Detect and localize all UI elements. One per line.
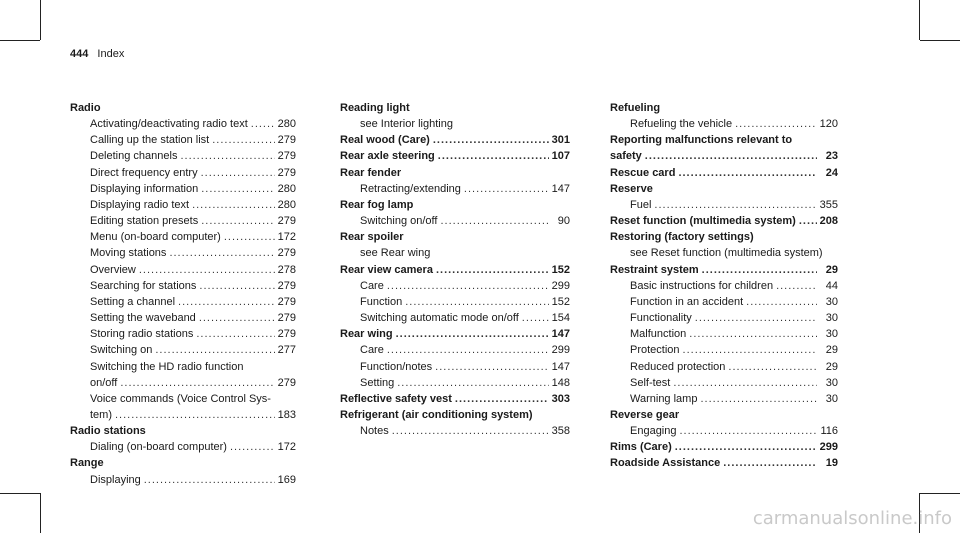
page-number: 444 [70,48,89,60]
leader-dots [199,310,275,326]
subentry-row [610,342,838,358]
leader-dots [746,294,817,310]
entry-text: Rescue card [610,166,676,179]
page-ref: 30 [825,312,838,325]
entry-text: Moving stations [90,247,167,260]
page-ref: 279 [277,215,296,228]
leader-dots [728,359,817,375]
entry-text: Warning lamp [630,392,698,405]
leader-dots [680,423,818,439]
subentry-text: see Interior lighting [360,118,453,131]
page-ref: 279 [277,150,296,163]
index-entry [610,213,838,229]
entry-text: Function in an accident [630,295,744,308]
page-ref: 152 [551,263,570,276]
crop-mark [0,493,40,494]
subentry-row [610,375,838,391]
entry-text: Engaging [630,425,677,438]
leader-dots [455,391,549,407]
subentry-row [70,229,296,245]
entry-title: Range [70,457,104,470]
entry-title: Rear fog lamp [340,198,414,211]
page-ref: 29 [825,263,838,276]
leader-dots [433,132,549,148]
leader-dots [645,148,817,164]
entry-title: Reporting malfunctions relevant to [610,134,793,147]
subentry-row [70,132,296,148]
entry-text: Setting the waveband [90,312,196,325]
entry-text: safety [610,150,642,163]
subentry-row [70,342,296,358]
entry-text: Rear wing [340,328,393,341]
index-entry [340,100,570,132]
leader-dots [522,310,549,326]
page-ref: 116 [820,425,838,438]
leader-dots [654,197,816,213]
crop-mark [40,493,41,533]
subentry-row [610,294,838,310]
leader-dots [169,245,274,261]
page-ref: 303 [551,392,570,405]
entry-text: Displaying radio text [90,198,190,211]
subentry-row [340,181,570,197]
leader-dots [700,391,817,407]
index-column-1 [70,100,296,488]
subentry-row [610,359,838,375]
entry-title: Rear spoiler [340,231,404,244]
page-ref: 299 [551,279,570,292]
entry-text: Switching automatic mode on/off [360,312,519,325]
entry-title: Reserve [610,182,653,195]
leader-dots [799,213,817,229]
index-entry [340,407,570,439]
leader-dots [396,326,549,342]
section-title: Index [97,48,125,60]
subentry-row [70,407,296,423]
entry-text: on/off [90,376,118,389]
leader-dots [387,278,549,294]
page-ref: 279 [277,376,296,389]
page-ref: 280 [277,198,296,211]
index-entry [610,181,838,213]
page-ref: 30 [825,392,838,405]
index-entry [340,165,570,197]
entry-title-row [610,455,838,471]
subentry-row [610,310,838,326]
entry-text: tem) [90,408,112,421]
entry-title-row [610,262,838,278]
leader-dots [689,326,817,342]
page-ref: 279 [277,134,296,147]
entry-text: Calling up the station list [90,134,210,147]
leader-dots [196,326,274,342]
index-entry [340,197,570,229]
subentry-row [70,148,296,164]
leader-dots [201,213,274,229]
page-ref: 154 [551,312,570,325]
subentry-row [70,375,296,391]
index-entry [340,148,570,164]
subentry-row [70,326,296,342]
index-entry [610,262,838,407]
entry-title: Refrigerant (air conditioning system) [340,408,533,421]
index-entry [340,326,570,391]
index-entry [340,132,570,148]
subentry-row [70,165,296,181]
leader-dots [735,116,817,132]
leader-dots [435,359,548,375]
entry-text: Displaying [90,473,141,486]
entry-text: Basic instructions for children [630,279,774,292]
page-ref: 280 [277,118,296,131]
subentry-text: see Reset function (multimedia system) [630,247,823,260]
entry-text: Notes [360,425,389,438]
subentry-row [70,197,296,213]
page-ref: 358 [551,425,570,438]
leader-dots [392,423,549,439]
entry-title: Rear fender [340,166,402,179]
index-column-2 [340,100,570,439]
leader-dots [464,181,549,197]
entry-text: Editing station presets [90,215,199,228]
entry-title: Restoring (factory settings) [610,231,754,244]
page-ref: 24 [825,166,838,179]
index-entry [70,455,296,487]
leader-dots [199,278,274,294]
entry-text: Activating/deactivating radio text [90,118,248,131]
subentry-row [340,423,570,439]
entry-text: Rims (Care) [610,441,672,454]
page-ref: 44 [825,279,838,292]
page-ref: 279 [277,312,296,325]
subentry-text: Switching the HD radio function [90,360,244,373]
entry-text: Functionality [630,312,692,325]
leader-dots [723,455,817,471]
entry-text: Direct frequency entry [90,166,198,179]
entry-title-row [340,262,570,278]
leader-dots [675,439,817,455]
index-entry [340,229,570,261]
leader-dots [155,342,274,358]
leader-dots [224,229,275,245]
leader-dots [212,132,274,148]
leader-dots [673,375,817,391]
crop-mark [919,0,920,40]
crop-mark [920,40,960,41]
entry-text: Function [360,295,403,308]
page-ref: 148 [551,376,570,389]
entry-text: Rear view camera [340,263,433,276]
subentry-row [610,423,838,439]
entry-text: Self-test [630,376,671,389]
page-ref: 208 [819,215,838,228]
subentry-text: see Rear wing [360,247,431,260]
entry-text: Care [360,344,384,357]
entry-text: Rear axle steering [340,150,435,163]
subentry-row [70,472,296,488]
entry-text: Dialing (on-board computer) [90,441,227,454]
leader-dots [178,294,275,310]
entry-text: Switching on/off [360,215,438,228]
index-entry [340,391,570,407]
entry-title-row [610,165,838,181]
entry-title-row [340,326,570,342]
entry-text: Reflective safety vest [340,392,452,405]
page-ref: 30 [825,376,838,389]
leader-dots [695,310,817,326]
leader-dots [683,342,817,358]
leader-dots [201,165,275,181]
page-ref: 279 [277,166,296,179]
index-entry [70,100,296,423]
subentry-row [340,310,570,326]
index-entry [610,100,838,132]
entry-title-row [340,132,570,148]
index-entry [610,439,838,455]
subentry-row [70,294,296,310]
entry-title-row [340,148,570,164]
leader-dots [192,197,275,213]
page-ref: 30 [825,295,838,308]
page-ref: 19 [825,457,838,470]
entry-text: Setting [360,376,395,389]
crop-mark [40,0,41,40]
subentry-row [340,375,570,391]
leader-dots [230,439,275,455]
leader-dots [436,262,549,278]
leader-dots [678,165,817,181]
page-ref: 301 [551,134,570,147]
entry-title-row [610,213,838,229]
page-ref: 172 [277,441,296,454]
page-ref: 29 [825,360,838,373]
subentry-row [610,278,838,294]
entry-text: Protection [630,344,680,357]
subentry-row [70,116,296,132]
subentry-row [610,326,838,342]
leader-dots [776,278,817,294]
page-ref: 183 [277,408,296,421]
entry-title-row [610,439,838,455]
page-ref: 279 [277,279,296,292]
entry-text: Roadside Assistance [610,457,721,470]
entry-text: Setting a channel [90,295,176,308]
entry-title: Radio [70,102,101,114]
entry-text: Menu (on-board computer) [90,231,221,244]
subentry-row [70,245,296,261]
entry-text: Real wood (Care) [340,134,430,147]
leader-dots [201,181,274,197]
subentry-row [610,197,838,213]
page-ref: 172 [277,231,296,244]
subentry-row [70,439,296,455]
subentry-row [70,278,296,294]
index-entry [610,132,838,164]
index-entry [340,262,570,327]
leader-dots [120,375,274,391]
leader-dots [139,262,275,278]
entry-text: Retracting/extending [360,182,461,195]
entry-title: Reading light [340,102,410,114]
subentry-row [70,181,296,197]
entry-text: Fuel [630,198,652,211]
entry-text: Storing radio stations [90,328,194,341]
entry-title: Refueling [610,102,661,114]
entry-text: Reduced protection [630,360,726,373]
index-entry [610,455,838,471]
entry-text: Switching on [90,344,153,357]
page-ref: 30 [825,328,838,341]
entry-title-row [610,148,838,164]
entry-text: Function/notes [360,360,433,373]
entry-text: Reset function (multimedia system) [610,215,796,228]
subentry-row [340,359,570,375]
subentry-row [70,262,296,278]
subentry-row [340,278,570,294]
index-entry [70,423,296,455]
page-ref: 23 [825,150,838,163]
page-ref: 278 [277,263,296,276]
leader-dots [440,213,549,229]
watermark: carmanualsonline.info [752,508,952,529]
page-ref: 355 [819,198,838,211]
subentry-row [340,342,570,358]
leader-dots [702,262,817,278]
leader-dots [180,148,274,164]
subentry-row [340,213,570,229]
index-entry [610,165,838,181]
index-column-3 [610,100,838,472]
entry-text: Deleting channels [90,150,178,163]
leader-dots [115,407,275,423]
index-entry [610,229,838,261]
page-ref: 279 [277,247,296,260]
entry-title: Radio stations [70,425,146,438]
crop-mark [0,40,40,41]
entry-title-row [340,391,570,407]
page-ref: 107 [551,150,570,163]
subentry-row [70,310,296,326]
subentry-row [610,116,838,132]
subentry-row [340,294,570,310]
entry-title: Reverse gear [610,408,680,421]
page-ref: 299 [819,441,838,454]
page-ref: 169 [277,473,296,486]
leader-dots [387,342,549,358]
page-ref: 90 [557,215,570,228]
entry-text: Searching for stations [90,279,197,292]
page-ref: 29 [825,344,838,357]
page-ref: 279 [277,328,296,341]
leader-dots [251,116,275,132]
page-ref: 152 [551,295,570,308]
leader-dots [405,294,548,310]
crop-mark [920,493,960,494]
entry-text: Refueling the vehicle [630,118,733,131]
page-header [70,48,124,60]
leader-dots [397,375,548,391]
leader-dots [144,472,275,488]
entry-text: Overview [90,263,136,276]
entry-text: Malfunction [630,328,687,341]
subentry-text: Voice commands (Voice Control Sys- [90,392,271,405]
page-ref: 147 [551,182,570,195]
subentry-row [610,391,838,407]
page-ref: 120 [819,118,838,131]
page-ref: 299 [551,344,570,357]
page-ref: 147 [551,360,570,373]
page-ref: 280 [277,182,296,195]
index-entry [610,407,838,439]
subentry-row [70,213,296,229]
page-ref: 279 [277,295,296,308]
entry-text: Restraint system [610,263,699,276]
leader-dots [438,148,549,164]
page-ref: 147 [551,328,570,341]
entry-text: Displaying information [90,182,199,195]
page-ref: 277 [277,344,296,357]
entry-text: Care [360,279,384,292]
